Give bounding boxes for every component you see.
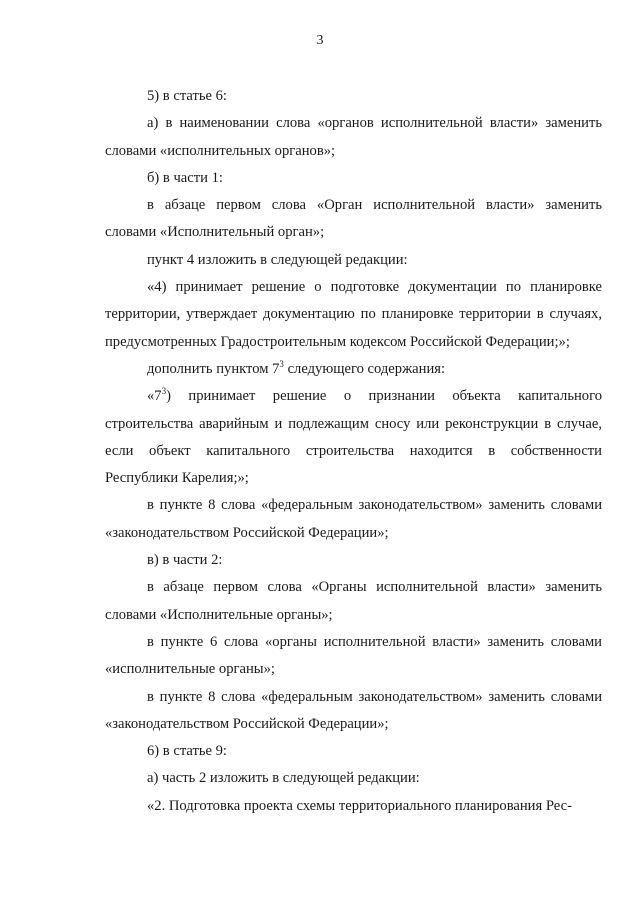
paragraph-text: в) в части 2:: [147, 552, 223, 569]
paragraph-text: 6) в статье 9:: [147, 743, 227, 760]
paragraph: [105, 383, 602, 492]
paragraph-text: «4) принимает решение о подготовке документации по планировке территории, утверждает документацию по планировке территории в случаях, предусмотренных Градостроительным кодексом Российской Федерации;»;: [105, 279, 602, 350]
paragraph-text: а) в наименовании слова «органов исполнительной власти» заменить словами «исполнительных органов»;: [105, 115, 602, 159]
paragraph: [105, 247, 602, 274]
paragraph-text: в абзаце первом слова «Органы исполнительной власти» заменить словами «Исполнительные органы»;: [105, 579, 602, 623]
paragraph-text: а) часть 2 изложить в следующей редакции:: [147, 770, 420, 787]
superscript: 3: [279, 358, 284, 369]
paragraph: [105, 793, 602, 820]
paragraph: [105, 574, 602, 629]
paragraph: [105, 356, 602, 383]
paragraph-text: в пункте 8 слова «федеральным законодательством» заменить словами «законодательством Российской Федерации»;: [105, 497, 602, 541]
paragraph: [105, 83, 602, 110]
paragraph-text: дополнить пунктом 7: [147, 360, 280, 377]
paragraph-text: в абзаце первом слова «Орган исполнительной власти» заменить словами «Исполнительный орган»;: [105, 197, 602, 241]
paragraph-text: ) принимает решение о признании объекта капитального строительства аварийным и подлежащим сносу или реконструкции в случае, если объект капитального строительства находится в собственности Республики Карелия;»;: [105, 388, 602, 487]
paragraph-text: в пункте 6 слова «органы исполнительной власти» заменить словами «исполнительные органы»;: [105, 633, 602, 678]
paragraph-text: б) в части 1:: [147, 169, 223, 186]
paragraph-text: пункт 4 изложить в следующей редакции:: [147, 251, 408, 268]
paragraph: [105, 110, 602, 165]
paragraph-text: 5) в статье 6:: [147, 88, 227, 104]
paragraph-text: следующего содержания:: [283, 360, 446, 377]
paragraph: [105, 765, 602, 792]
paragraph: [105, 738, 602, 765]
paragraph: [105, 165, 602, 192]
paragraph: [105, 629, 602, 684]
document-body: [105, 83, 602, 820]
paragraph-text: «2. Подготовка проекта схемы территориального планирования Рес-: [147, 797, 572, 814]
paragraph: [105, 547, 602, 574]
paragraph-text: в пункте 8 слова «федеральным законодательством» заменить словами «законодательством Российской Федерации»;: [105, 688, 602, 732]
paragraph: [105, 274, 602, 356]
paragraph: [105, 492, 602, 547]
page-number: 3: [316, 33, 324, 48]
superscript: 3: [161, 386, 167, 397]
paragraph: [105, 192, 602, 247]
paragraph-text: «7: [147, 388, 162, 405]
paragraph: [105, 684, 602, 739]
